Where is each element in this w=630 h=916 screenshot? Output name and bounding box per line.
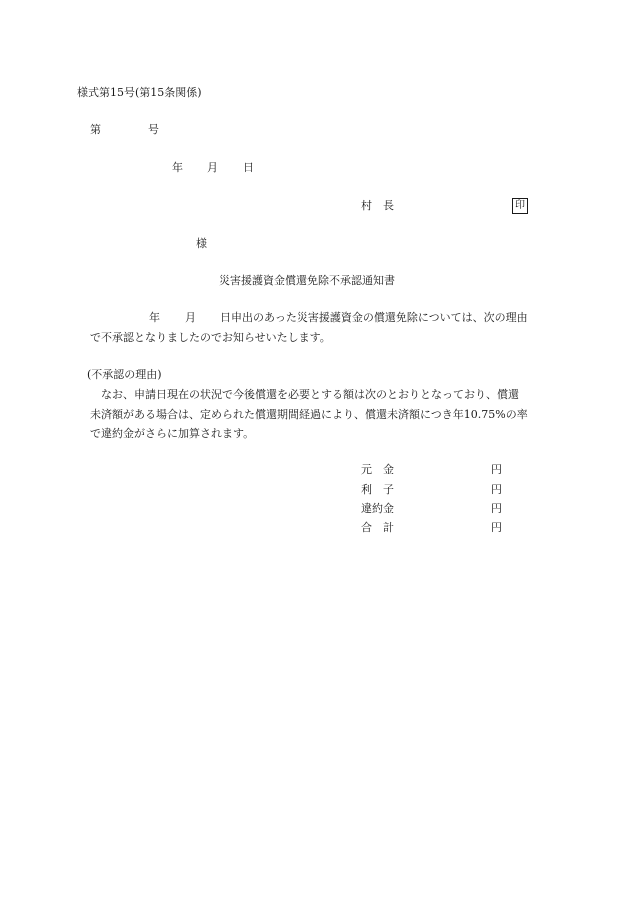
amount-unit-penalty: 円 xyxy=(491,502,502,515)
amount-label-interest: 利 子 xyxy=(361,483,394,496)
body-year: 年 xyxy=(149,311,160,324)
date-day: 日 xyxy=(243,161,254,174)
reason-line2: 未済額がある場合は、定められた償還期間経過により、償還未済額につき年10.75%の率 xyxy=(90,408,528,421)
reason-line1: なお、申請日現在の状況で今後償還を必要とする額は次のとおりとなっており、償還 xyxy=(90,388,519,401)
issuer-title: 村 長 xyxy=(361,199,394,212)
reason-line3: で違約金がさらに加算されます。 xyxy=(90,427,255,440)
form-label: 様式第15号(第15条関係) xyxy=(77,86,202,99)
amount-label-penalty: 違約金 xyxy=(361,502,394,515)
reason-heading: (不承認の理由) xyxy=(87,368,162,381)
body-line2: で不承認となりましたのでお知らせいたします。 xyxy=(90,331,331,344)
amount-unit-principal: 円 xyxy=(491,463,502,476)
recipient-suffix: 様 xyxy=(196,237,207,250)
amount-unit-interest: 円 xyxy=(491,483,502,496)
amount-label-total: 合 計 xyxy=(361,521,394,534)
amount-label-principal: 元 金 xyxy=(361,463,394,476)
number-dai: 第 xyxy=(90,123,101,136)
document-title: 災害援護資金償還免除不承認通知書 xyxy=(219,274,395,287)
date-year: 年 xyxy=(172,161,183,174)
amount-unit-total: 円 xyxy=(491,521,502,534)
body-month: 月 xyxy=(185,311,196,324)
number-go: 号 xyxy=(148,123,159,136)
date-month: 月 xyxy=(207,161,218,174)
body-line1: 日申出のあった災害援護資金の償還免除については、次の理由 xyxy=(220,311,528,324)
seal-mark: 印 xyxy=(512,198,528,214)
